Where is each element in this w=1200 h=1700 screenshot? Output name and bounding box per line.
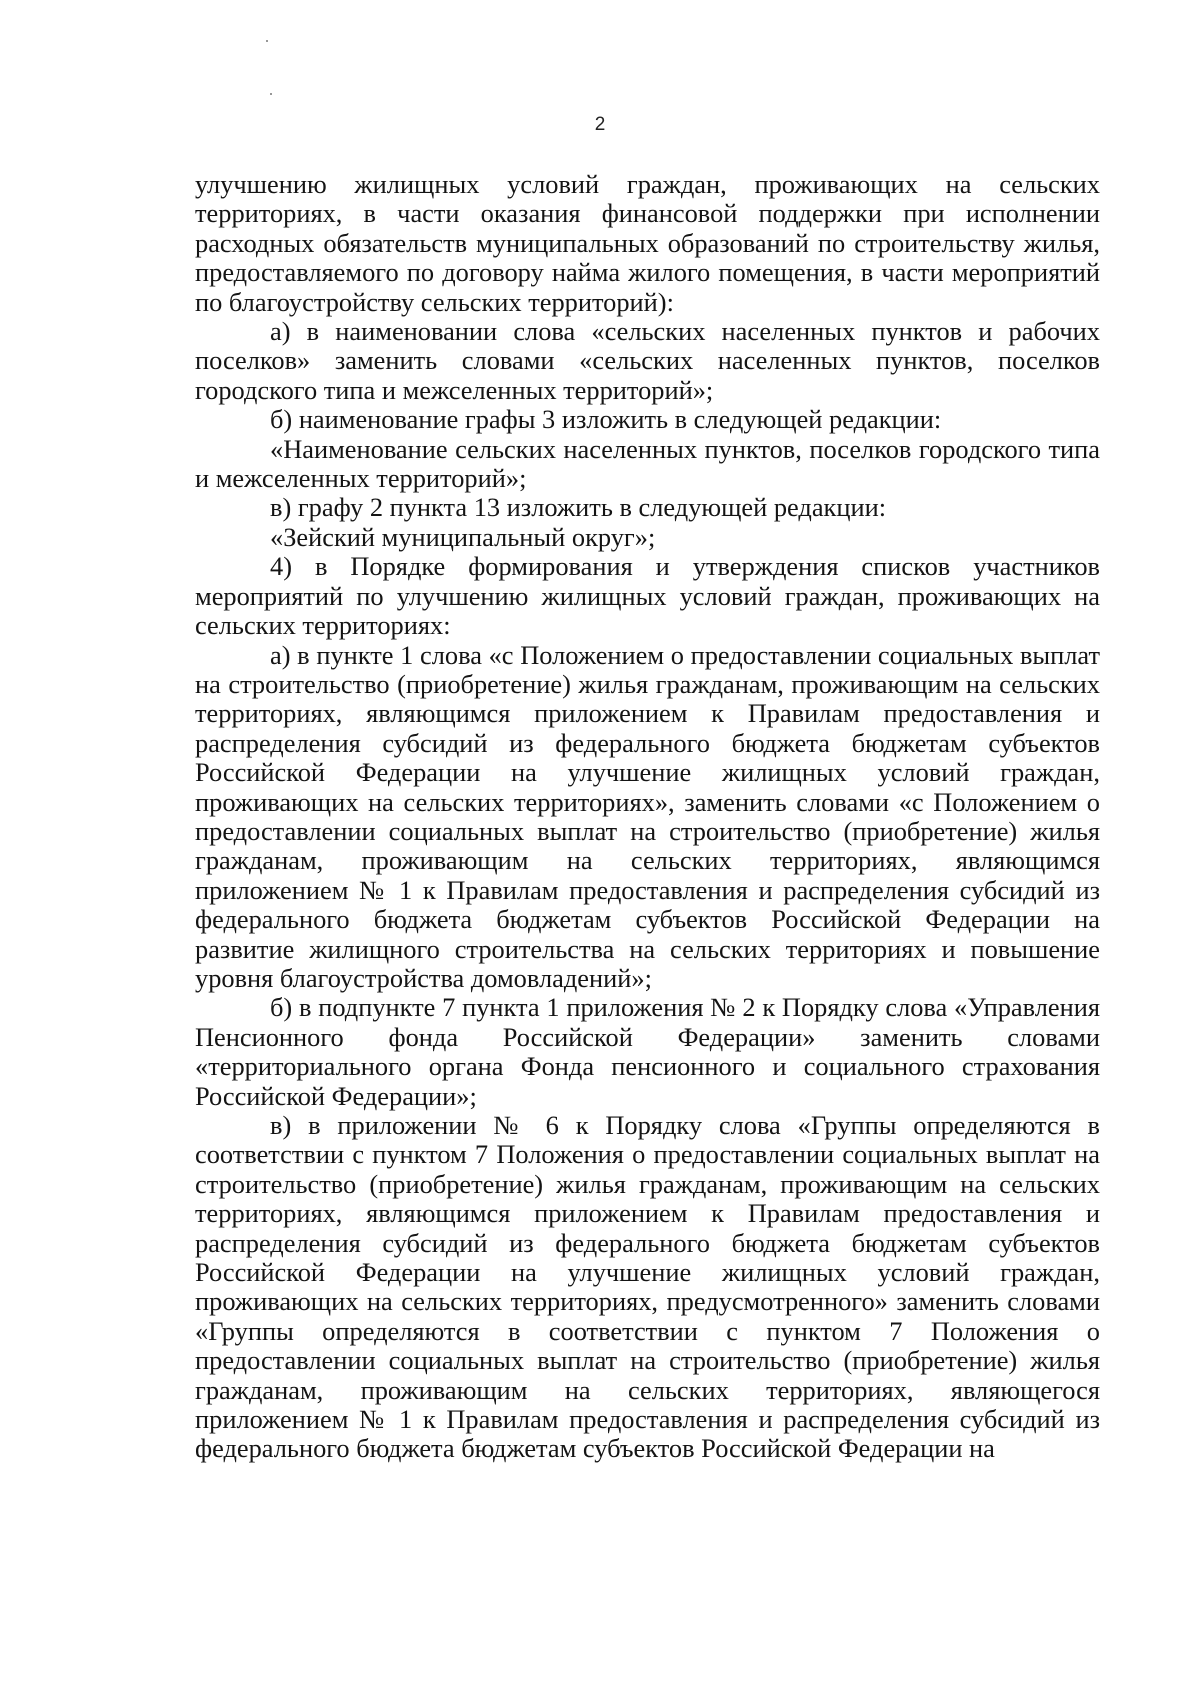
paragraph-item-a-name: а) в наименовании слова «сельских населенных пунктов и рабочих поселков» заменить словами «сельских населенных пунктов, поселков городского типа и межселенных территорий»; [195,316,1100,405]
paragraph-item-4-procedure: 4) в Порядке формирования и утверждения списков участников мероприятий по улучшению жилищных условий граждан, проживающих на сельских территориях: [195,551,1100,641]
paragraph-item-b-column: б) наименование графы 3 изложить в следующей редакции: [270,404,942,435]
scan-speck [266,40,268,42]
paragraph-item-b-annex-2: б) в подпункте 7 пункта 1 приложения № 2 к Порядку слова «Управления Пенсионного фонда Российской Федерации» заменить словами «территориального органа Фонда пенсионного и социального страхования Российской Федерации»; [195,992,1100,1111]
page-number: 2 [594,114,606,135]
paragraph-item-v-column: в) графу 2 пункта 13 изложить в следующей редакции: [270,492,887,523]
document-body [195,170,1100,1464]
paragraph-continuation: улучшению жилищных условий граждан, проживающих на сельских территориях, в части оказания финансовой поддержки при исполнении расходных обязательств муниципальных образований по строительству жилья, предоставляемого по договору найма жилого помещения, в части мероприятий по благоустройству сельских территорий): [195,169,1100,317]
paragraph-column-quote: «Наименование сельских населенных пунктов, поселков городского типа и межселенных территорий»; [195,433,1100,494]
paragraph-district-quote: «Зейский муниципальный округ»; [270,521,656,552]
paragraph-item-v-annex-6: в) в приложении № 6 к Порядку слова «Группы определяются в соответствии с пунктом 7 Положения о предоставлении социальных выплат на строительство (приобретение) жилья гражданам, проживающим на сельских территориях, являющимся приложением к Правилам предоставления и распределения субсидий из федерального бюджета бюджетам субъектов Российской Федерации на улучшение жилищных условий граждан, проживающих на сельских территориях, предусмотренного» заменить словами «Группы определяются в соответствии с пунктом 7 Положения о предоставлении социальных выплат на строительство (приобретение) жилья гражданам, проживающим на сельских территориях, являющегося приложением № 1 к Правилам предоставления и распределения субсидий из федерального бюджета бюджетам субъектов Российской Федерации на [195,1110,1100,1464]
paragraph-item-a-point-1: а) в пункте 1 слова «с Положением о предоставлении социальных выплат на строительство (приобретение) жилья гражданам, проживающим на сельских территориях, являющимся приложением к Правилам предоставления и распределения субсидий из федерального бюджета бюджетам субъектов Российской Федерации на улучшение жилищных условий граждан, проживающих на сельских территориях», заменить словами «с Положением о предоставлении социальных выплат на строительство (приобретение) жилья гражданам, проживающим на сельских территориях, являющимся приложением № 1 к Правилам предоставления и распределения субсидий из федерального бюджета бюджетам субъектов Российской Федерации на развитие жилищного строительства на сельских территориях и повышение уровня благоустройства домовладений»; [195,639,1100,993]
scan-speck [270,93,272,95]
